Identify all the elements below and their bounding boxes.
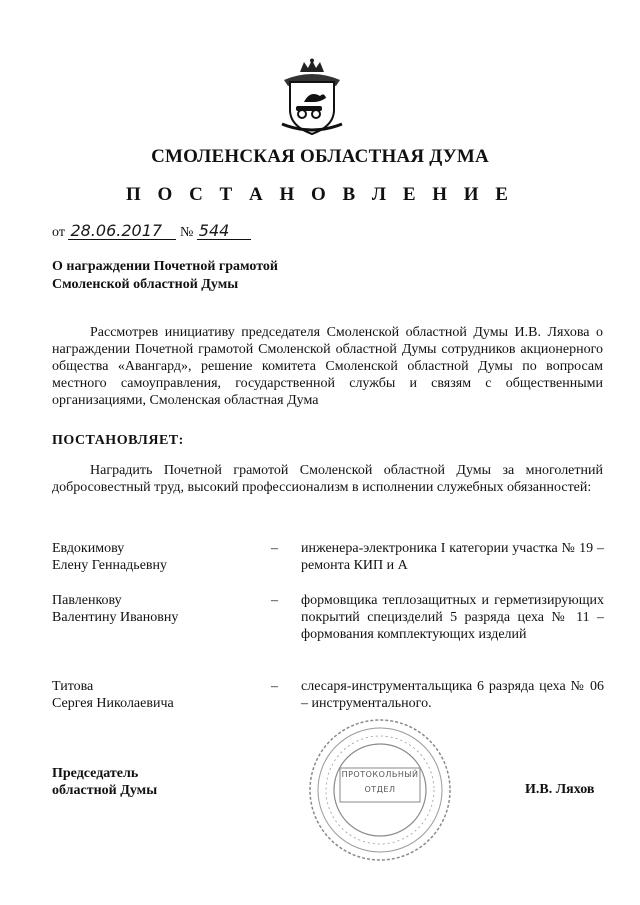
preamble-paragraph: Рассмотрев инициативу председателя Смоленской областной Думы И.В. Ляхова о награждении Почетной грамотой Смоленской областной Думы сотрудников акционерного общества «Авангард», решение комитета Смоленской областной Думы по вопросам местного самоуправления, государственной службы и связям с общественными организациями, Смоленская областная Дума [52, 325, 603, 408]
recipient-name [52, 678, 252, 712]
stamp-line: ОТДЕЛ [364, 785, 396, 794]
number-prefix: № [179, 225, 194, 240]
document-reference [52, 222, 251, 241]
recipient-given-names: Сергея Николаевича [52, 696, 174, 711]
signatory-title [52, 765, 157, 799]
official-stamp [306, 716, 454, 864]
recipient-given-names: Елену Геннадьевну [52, 558, 168, 573]
subject-line: Смоленской областной Думы [52, 277, 239, 292]
stamp-line: ПРОТОКОЛЬНЫЙ [341, 770, 419, 779]
signatory-title-line: областной Думы [52, 783, 158, 798]
date-prefix: от [52, 225, 65, 240]
document-type: П О С Т А Н О В Л Е Н И Е [126, 184, 514, 205]
recipient-position: инженера-электроника I категории участка № 19 – ремонта КИП и А [301, 541, 604, 573]
stamp-label [340, 767, 420, 797]
recipient-surname: Евдокимову [52, 541, 125, 556]
handwritten-date: 28.06.2017 [68, 222, 176, 240]
subject-heading [52, 258, 278, 294]
separator-dash: – [271, 593, 278, 608]
recipient-surname: Павленкову [52, 593, 122, 608]
recipient-name [52, 540, 252, 574]
decree-heading: ПОСТАНОВЛЯЕТ: [52, 433, 184, 448]
recipient-position: слесаря-инструментальщика 6 разряда цеха № 06 – инструментального. [301, 679, 604, 711]
recipient-name [52, 592, 252, 626]
signatory-name: И.В. Ляхов [525, 782, 595, 797]
subject-line: О награждении Почетной грамотой [52, 259, 278, 274]
separator-dash: – [271, 541, 278, 556]
recipient-given-names: Валентину Ивановну [52, 610, 179, 625]
recipient-surname: Титова [52, 679, 94, 694]
signatory-title-line: Председатель [52, 766, 139, 781]
award-paragraph: Наградить Почетной грамотой Смоленской областной Думы за многолетний добросовестный труд, высокий профессионализм в исполнении служебных обязанностей: [52, 463, 603, 495]
separator-dash: – [271, 679, 278, 694]
recipient-position: формовщика теплозащитных и герметизирующих покрытий специзделий 5 разряда цеха № 11 – формования комплектующих изделий [301, 593, 604, 642]
coat-of-arms-emblem [276, 58, 348, 138]
handwritten-number: 544 [197, 222, 251, 240]
organization-title: СМОЛЕНСКАЯ ОБЛАСТНАЯ ДУМА [151, 146, 489, 167]
